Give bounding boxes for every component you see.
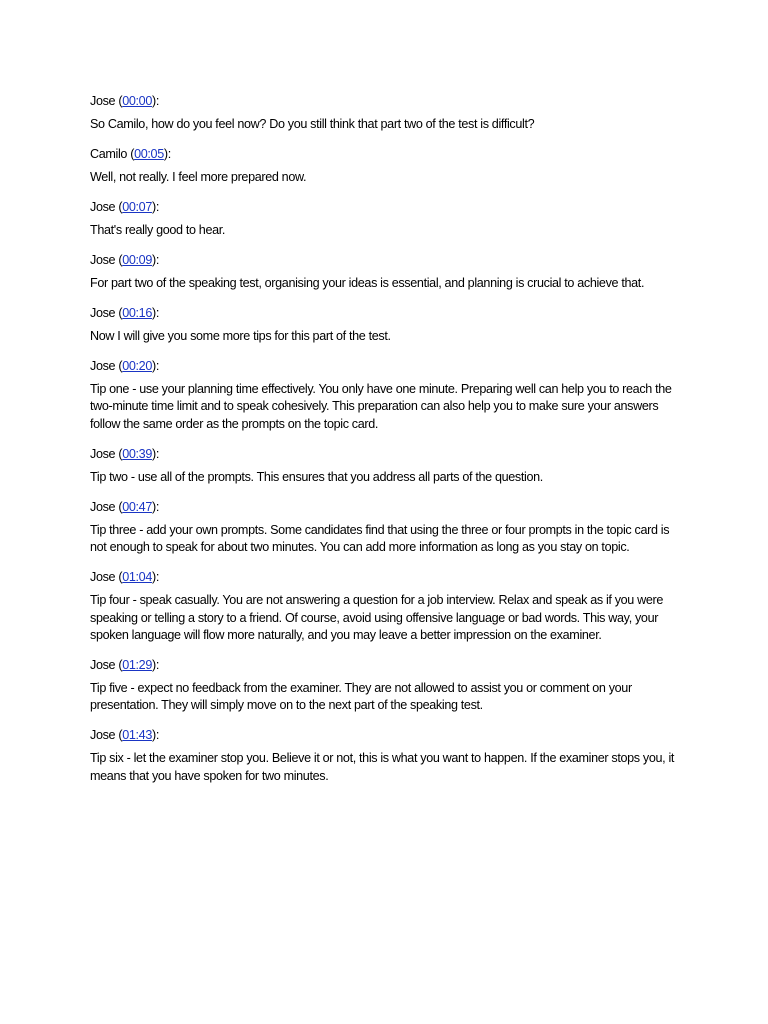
speaker-line: Jose (01:29):: [90, 658, 159, 673]
timestamp-link[interactable]: 00:05: [134, 147, 164, 161]
speaker-line: Jose (00:16):: [90, 306, 159, 320]
speaker-line: Jose (00:00):: [90, 94, 159, 108]
speaker-name: Jose: [90, 200, 116, 214]
utterance-text: Now I will give you some more tips for this part of the test.: [90, 329, 391, 343]
transcript-entry: [90, 499, 680, 557]
timestamp-link[interactable]: 00:09: [122, 253, 152, 267]
timestamp-link[interactable]: 01:04: [122, 570, 152, 585]
speaker-name: Jose: [90, 94, 116, 108]
speaker-name: Jose: [90, 446, 116, 461]
speaker-name: Jose: [90, 359, 116, 373]
speaker-line: Jose (00:39):: [90, 446, 159, 461]
speaker-name: Camilo: [90, 147, 128, 161]
speaker-line: Jose (00:47):: [90, 499, 159, 514]
utterance-text: Tip five - expect no feedback from the examiner. They are not allowed to assist you or comment on your presentation. They will simply move on to the next part of the speaking test.: [90, 681, 632, 713]
transcript-entry: [90, 569, 680, 644]
utterance-text: Tip four - speak casually. You are not answering a question for a job interview. Relax and speak as if you were speaking or telling a story to a friend. Of course, avoid using offensive language or bad words. This way, your spoken language will flow more naturally, and you may leave a better impression on the examiner.: [90, 593, 663, 643]
utterance-text: For part two of the speaking test, organising your ideas is essential, and planning is crucial to achieve that.: [90, 276, 645, 290]
timestamp-link[interactable]: 00:00: [122, 94, 152, 108]
speaker-line: Jose (00:20):: [90, 359, 159, 373]
speaker-name: Jose: [90, 253, 116, 267]
transcript-entry: [90, 93, 680, 133]
timestamp-link[interactable]: 00:16: [122, 306, 152, 320]
speaker-line: Jose (01:43):: [90, 728, 159, 743]
utterance-text: Well, not really. I feel more prepared now.: [90, 170, 307, 184]
timestamp-link[interactable]: 00:39: [122, 446, 152, 461]
speaker-name: Jose: [90, 658, 116, 673]
timestamp-link[interactable]: 01:29: [122, 658, 152, 673]
transcript: [90, 93, 680, 798]
timestamp-link[interactable]: 01:43: [122, 728, 152, 743]
utterance-text: Tip six - let the examiner stop you. Believe it or not, this is what you want to happen. If the examiner stops you, it means that you have spoken for two minutes.: [90, 751, 675, 783]
transcript-entry: [90, 146, 680, 186]
transcript-entry: [90, 252, 680, 292]
transcript-entry: [90, 199, 680, 239]
utterance-text: Tip three - add your own prompts. Some candidates find that using the three or four prompts in the topic card is not enough to speak for about two minutes. You can add more information as long as you stay on topic.: [90, 522, 670, 555]
transcript-entry: [90, 657, 680, 715]
utterance-text: So Camilo, how do you feel now? Do you still think that part two of the test is difficult?: [90, 117, 535, 131]
speaker-line: Jose (01:04):: [90, 570, 159, 585]
utterance-text: Tip two - use all of the prompts. This ensures that you address all parts of the question.: [90, 469, 543, 484]
speaker-name: Jose: [90, 306, 116, 320]
timestamp-link[interactable]: 00:47: [122, 499, 152, 514]
transcript-entry: [90, 727, 680, 785]
timestamp-link[interactable]: 00:20: [122, 359, 152, 373]
utterance-text: Tip one - use your planning time effectively. You only have one minute. Preparing well can help you to reach the two-minute time limit and to speak cohesively. This preparation can also help you to make sure your answers follow the same order as the prompts on the topic card.: [90, 382, 672, 431]
transcript-entry: [90, 358, 680, 433]
speaker-line: Jose (00:07):: [90, 200, 159, 214]
speaker-name: Jose: [90, 570, 116, 585]
speaker-name: Jose: [90, 499, 116, 514]
timestamp-link[interactable]: 00:07: [122, 200, 152, 214]
speaker-name: Jose: [90, 728, 116, 743]
speaker-line: Jose (00:09):: [90, 253, 159, 267]
speaker-line: Camilo (00:05):: [90, 147, 171, 161]
transcript-entry: [90, 305, 680, 345]
transcript-entry: [90, 446, 680, 486]
utterance-text: That's really good to hear.: [90, 223, 226, 237]
